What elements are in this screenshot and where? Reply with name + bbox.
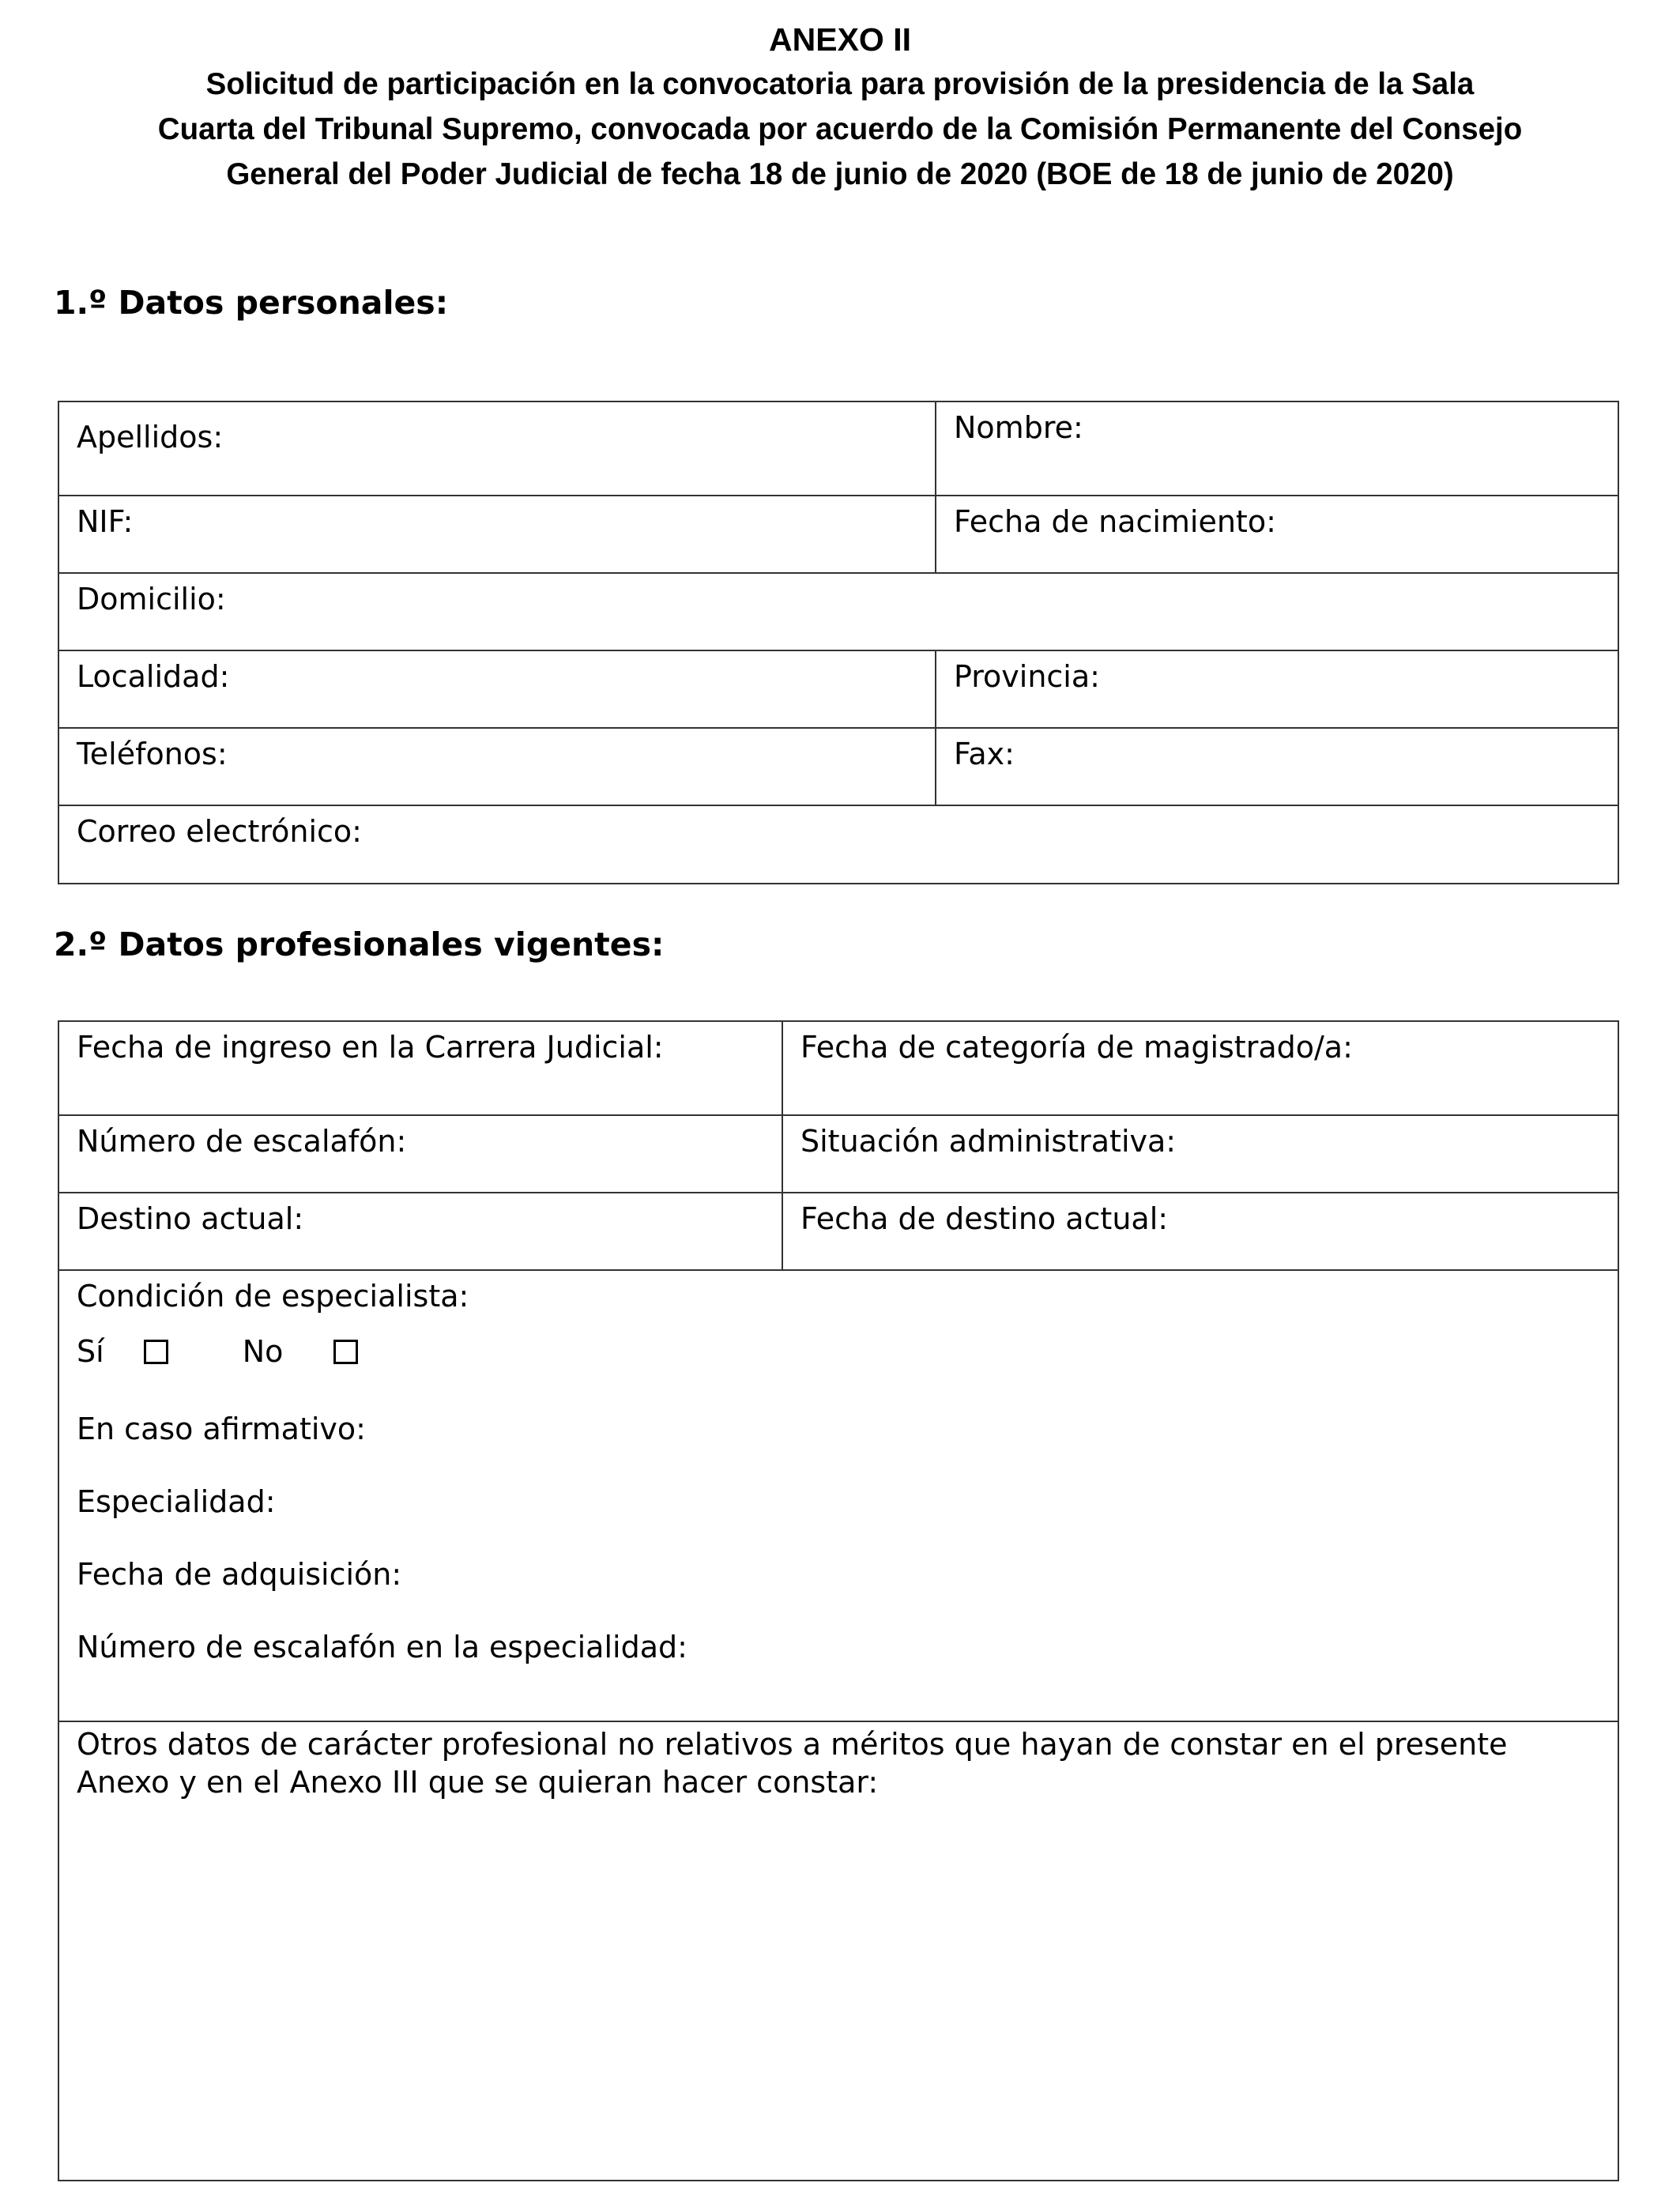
telefonos-field[interactable] [58,727,936,806]
localidad-field[interactable] [58,650,936,729]
apellidos-label: Apellidos: [77,420,224,454]
fecha-ingreso-label: Fecha de ingreso en la Carrera Judicial: [77,1030,664,1065]
correo-label: Correo electrónico: [77,814,362,849]
localidad-label: Localidad: [77,659,230,694]
document-header [47,17,1633,197]
nombre-label: Nombre: [954,410,1083,445]
provincia-field[interactable] [935,650,1619,729]
fax-label: Fax: [954,737,1015,771]
otros-datos-field[interactable] [58,1721,1619,2181]
fecha-categoria-field[interactable] [782,1020,1619,1116]
provincia-label: Provincia: [954,659,1100,694]
numero-escalafon-field[interactable] [58,1114,783,1193]
especialista-block [58,1269,1619,1722]
correo-field[interactable] [58,805,1619,884]
fecha-destino-label: Fecha de destino actual: [800,1201,1169,1236]
no-checkbox[interactable] [333,1340,358,1364]
no-label: No [242,1334,284,1369]
fecha-ingreso-field[interactable] [58,1020,783,1116]
especialista-options [77,1333,1618,1370]
nif-label: NIF: [77,504,134,539]
apellidos-field[interactable] [58,401,936,496]
situacion-field[interactable] [782,1114,1619,1193]
fecha-categoria-label: Fecha de categoría de magistrado/a: [800,1030,1353,1065]
request-title-line-1: Solicitud de participación en la convocatoria para provisión de la presidencia de la Sala [205,67,1475,101]
situacion-label: Situación administrativa: [800,1124,1177,1159]
fecha-adquisicion-label[interactable]: Fecha de adquisición: [77,1557,402,1592]
request-title-line-2: Cuarta del Tribunal Supremo, convocada por acuerdo de la Comisión Permanente del Consejo [157,112,1523,146]
otros-datos-label-line-1: Otros datos de carácter profesional no relativos a méritos que hayan de constar en el presente [77,1727,1508,1762]
section-personal-title: 1.º Datos personales: [54,284,449,322]
nif-field[interactable] [58,495,936,574]
fecha-nacimiento-field[interactable] [935,495,1619,574]
destino-label: Destino actual: [77,1201,304,1236]
telefonos-label: Teléfonos: [77,737,228,771]
fecha-destino-field[interactable] [782,1192,1619,1271]
domicilio-label: Domicilio: [77,582,226,616]
escalafon-especialidad-label[interactable]: Número de escalafón en la especialidad: [77,1630,687,1664]
annex-title: ANEXO II [769,21,911,58]
numero-escalafon-label: Número de escalafón: [77,1124,407,1159]
fax-field[interactable] [935,727,1619,806]
section-professional-title: 2.º Datos profesionales vigentes: [54,925,665,963]
fecha-nacimiento-label: Fecha de nacimiento: [954,504,1276,539]
si-checkbox[interactable] [144,1340,168,1364]
destino-field[interactable] [58,1192,783,1271]
otros-datos-label-line-2: Anexo y en el Anexo III que se quieran hacer constar: [77,1765,879,1800]
caso-afirmativo-label: En caso afirmativo: [77,1412,366,1446]
nombre-field[interactable] [935,401,1619,496]
domicilio-field[interactable] [58,572,1619,651]
request-title-line-3: General del Poder Judicial de fecha 18 de junio de 2020 (BOE de 18 de junio de 2020) [226,157,1454,191]
si-label: Sí [77,1334,104,1369]
especialidad-label[interactable]: Especialidad: [77,1484,276,1519]
condicion-label: Condición de especialista: [77,1279,469,1314]
